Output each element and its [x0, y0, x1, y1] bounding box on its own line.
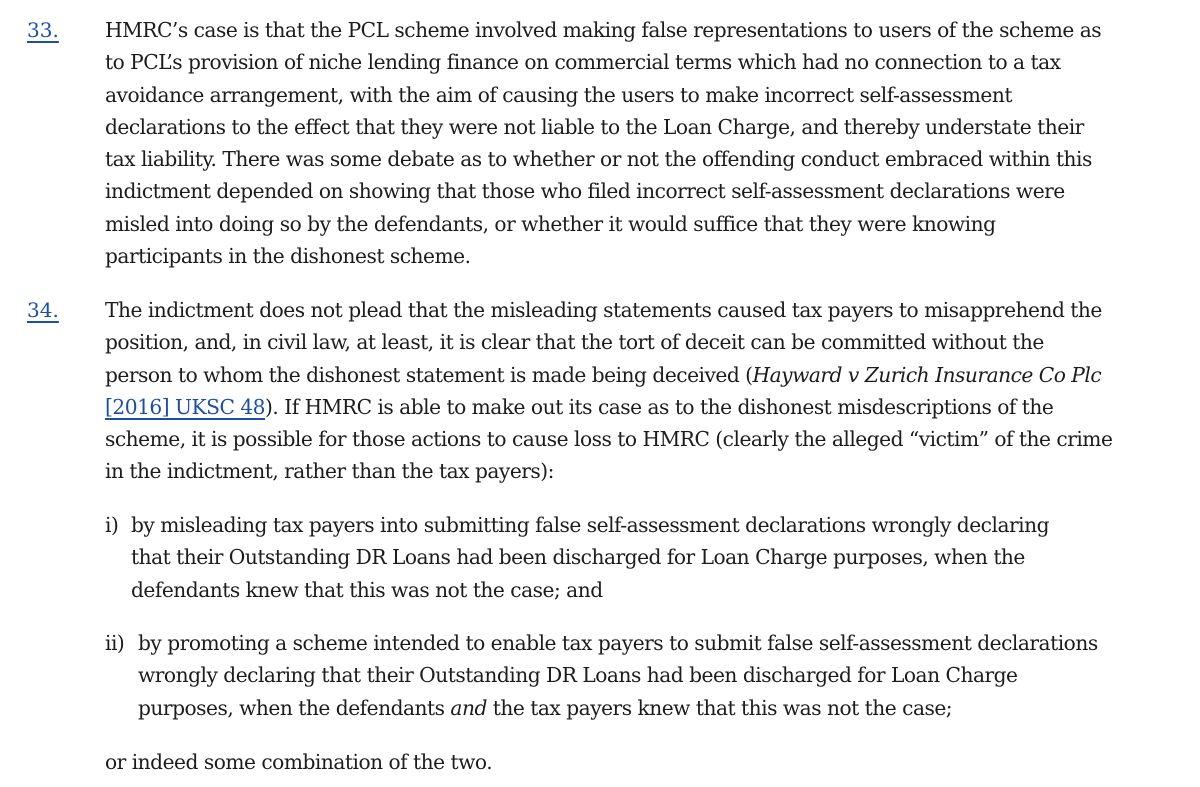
list-item-ii-text [138, 627, 1098, 724]
list-marker-i: i) [105, 513, 119, 537]
paragraph-33-text: HMRC’s case is that the PCL scheme involved making false representations to users of the scheme as to PCL’s provision of niche lending finance on commercial terms which had no connection to a tax avoidance arrangement, with the aim of causing the users to make incorrect self-assessment declarations to the effect that they were not liable to the Loan Charge, and thereby understate their tax liability. There was some debate as to whether or not the offending conduct embraced within this indictment depended on showing that those who filed incorrect self-assessment declarations were misled into doing so by the defendants, or whether it would suffice that they were knowing participants in the dishonest scheme. [105, 18, 1102, 269]
paragraph-number-link-34[interactable]: 34. [27, 298, 59, 322]
emphasis-and: and [450, 695, 487, 720]
paragraph-34-text-end: ). If HMRC is able to make out its case as to the dishonest misdescriptions of the scheme, it is possible for those actions to cause loss to HMRC (clearly the alleged “victim” of the crime in the indictment, rather than the tax payers): [105, 394, 1113, 484]
closing-sentence: or indeed some combination of the two. [105, 750, 493, 774]
list-item-ii-text-end: the tax payers knew that this was not the case; [486, 695, 953, 720]
case-citation-link[interactable]: [2016] UKSC 48 [105, 394, 266, 419]
paragraph-34-text [105, 294, 1115, 488]
list-item-ii-text-start: by promoting a scheme intended to enable tax payers to submit false self-assessment declarations wrongly declaring that their Outstanding DR Loans had been discharged for Loan Charge purposes, when the defendants [138, 631, 1098, 720]
case-name: Hayward v Zurich Insurance Co Plc [752, 362, 1102, 387]
paragraph-34-text-start: The indictment does not plead that the misleading statements caused tax payers to misapprehend the position, and, in civil law, at least, it is clear that the tort of deceit can be committed without the person to whom the dishonest statement is made being deceived ( [105, 298, 1102, 387]
list-marker-ii: ii) [105, 631, 125, 655]
paragraph-number-link-33[interactable]: 33. [27, 18, 59, 42]
list-item-i-text: by misleading tax payers into submitting false self-assessment declarations wrongly declaring that their Outstanding DR Loans had been discharged for Loan Charge purposes, when the defendants knew that this was not the case; and [131, 513, 1050, 602]
